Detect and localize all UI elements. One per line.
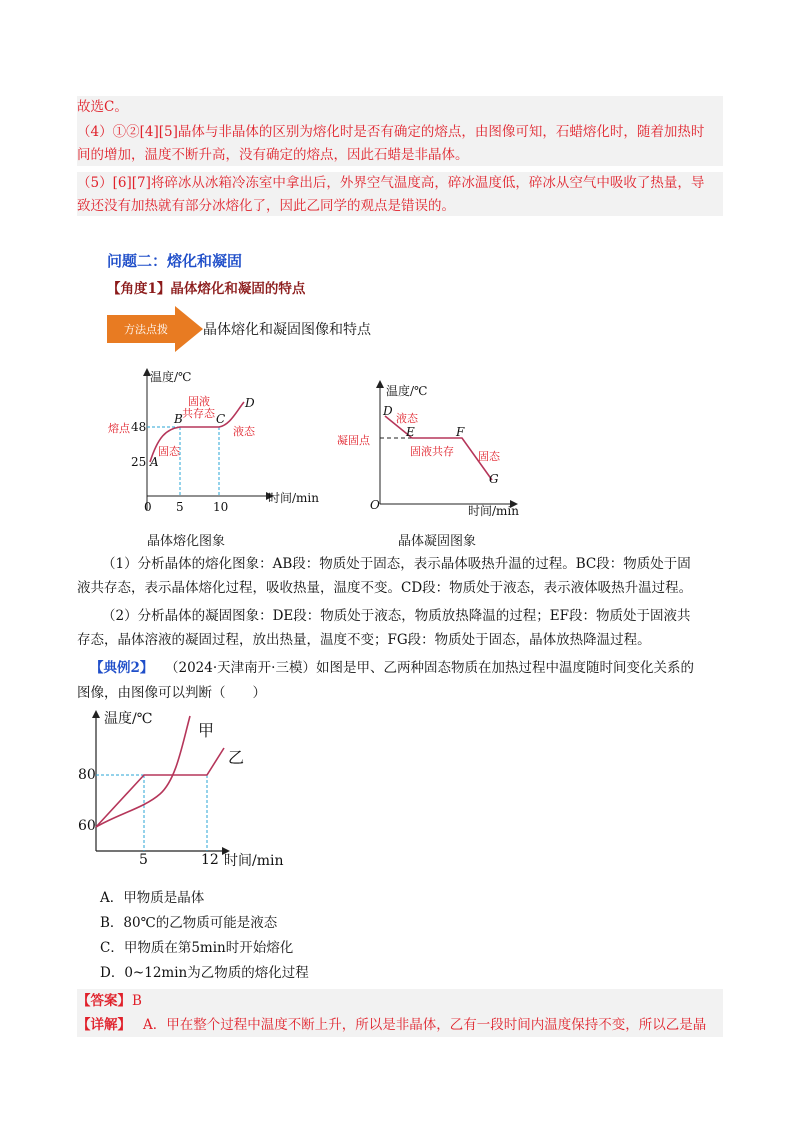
- melt-point-a: A: [150, 455, 159, 469]
- example-graph: [78, 706, 268, 866]
- melt-point-b: B: [174, 412, 183, 426]
- answer-line-1: 故选C。: [77, 99, 128, 115]
- para2-line2: 存态，晶体溶液的凝固过程，放出热量，温度不变；FG段：物质处于固态，晶体放热降温过程。: [77, 632, 651, 648]
- answer-value: B: [132, 993, 142, 1009]
- angle-title: 【角度1】晶体熔化和凝固的特点: [107, 281, 306, 297]
- option-d: D．0~12min为乙物质的熔化过程: [100, 965, 309, 981]
- detail-label: 【详解】: [77, 1017, 131, 1033]
- melt-point-c: C: [216, 412, 226, 426]
- method-tag: 方法点拨: [124, 323, 168, 336]
- melt-x-tick-5: 5: [176, 500, 184, 514]
- method-text: 晶体熔化和凝固图像和特点: [203, 322, 371, 338]
- para1-line2: 液共存态，表示晶体熔化过程，吸收热量，温度不变。CD段：物质处于液态，表示液体吸热升温过程。: [77, 580, 693, 596]
- example-line2: 图像，由图像可以判断（ ）: [77, 685, 266, 701]
- option-c: C．甲物质在第5min时开始熔化: [100, 940, 294, 956]
- example-tag: 【典例2】: [90, 660, 154, 676]
- freeze-origin: O: [370, 498, 380, 512]
- melt-origin: 0: [144, 500, 152, 514]
- melt-x-label: 时间/min: [268, 491, 319, 505]
- melt-x-tick-10: 10: [213, 500, 229, 514]
- example-line1: （2024·天津南开·三模）如图是甲、乙两种固态物质在加热过程中温度随时间变化关系的: [165, 660, 694, 676]
- freeze-point-d: D: [383, 404, 393, 418]
- example-series-yi: 乙: [228, 748, 245, 767]
- freeze-y-label: 温度/℃: [386, 384, 428, 398]
- example-x-tick-12: 12: [201, 852, 219, 868]
- freeze-region-solid: 固态: [478, 450, 500, 463]
- example-y-tick-80: 80: [78, 767, 96, 783]
- freeze-region-mix: 固液共存: [410, 445, 454, 458]
- melt-region-liquid: 液态: [233, 425, 255, 438]
- freeze-region-liquid: 液态: [396, 412, 418, 425]
- freeze-point-g: G: [489, 472, 499, 486]
- freeze-x-label: 时间/min: [468, 504, 519, 518]
- freeze-caption: 晶体凝固图象: [398, 534, 477, 549]
- melt-point-label: 熔点: [108, 422, 130, 435]
- section-title: 问题二：熔化和凝固: [107, 252, 243, 270]
- detail-text: A．甲在整个过程中温度不断上升，所以是非晶体，乙有一段时间内温度保持不变，所以乙是晶: [143, 1017, 707, 1033]
- example-series-jia: 甲: [198, 721, 215, 740]
- melt-caption: 晶体熔化图象: [147, 534, 226, 549]
- melt-region-solid: 固态: [158, 445, 180, 458]
- melt-region-mix-2: 共存态: [182, 407, 215, 420]
- option-b: B．80℃的乙物质可能是液态: [100, 915, 278, 931]
- para2-line1: （2）分析晶体的凝固图象：DE段：物质处于液态，物质放热降温的过程；EF段：物质处于固液共: [102, 608, 691, 624]
- answer-line-5: 致还没有加热就有部分冰熔化了，因此乙同学的观点是错误的。: [77, 198, 455, 214]
- para1-line1: （1）分析晶体的熔化图象：AB段：物质处于固态，表示晶体吸热升温的过程。BC段：物质处于固: [102, 556, 691, 572]
- melt-y-tick-48: 48: [131, 420, 147, 434]
- example-y-tick-60: 60: [78, 818, 96, 834]
- answer-label: 【答案】: [77, 993, 131, 1009]
- melt-point-d: D: [245, 396, 255, 410]
- example-y-label: 温度/℃: [104, 711, 153, 727]
- answer-line-4: （5）[6][7]将碎冰从冰箱冷冻室中拿出后，外界空气温度高，碎冰温度低，碎冰从空气中吸收了热量，导: [77, 175, 705, 191]
- melt-region-mix-1: 固液: [188, 395, 210, 408]
- answer-line-2: （4）①②[4][5]晶体与非晶体的区别为熔化时是否有确定的熔点，由图像可知，石蜡熔化时，随着加热时: [77, 124, 705, 140]
- option-a: A．甲物质是晶体: [100, 890, 205, 906]
- freeze-point-f: F: [456, 425, 465, 439]
- melt-y-tick-25: 25: [131, 455, 147, 469]
- answer-line-3: 间的增加，温度不断升高，没有确定的熔点，因此石蜡是非晶体。: [77, 147, 469, 163]
- example-x-tick-5: 5: [139, 852, 148, 868]
- example-x-label: 时间/min: [224, 853, 284, 869]
- melt-y-label: 温度/℃: [150, 370, 192, 384]
- freeze-point-e: E: [406, 425, 415, 439]
- freeze-point-label: 凝固点: [337, 434, 370, 447]
